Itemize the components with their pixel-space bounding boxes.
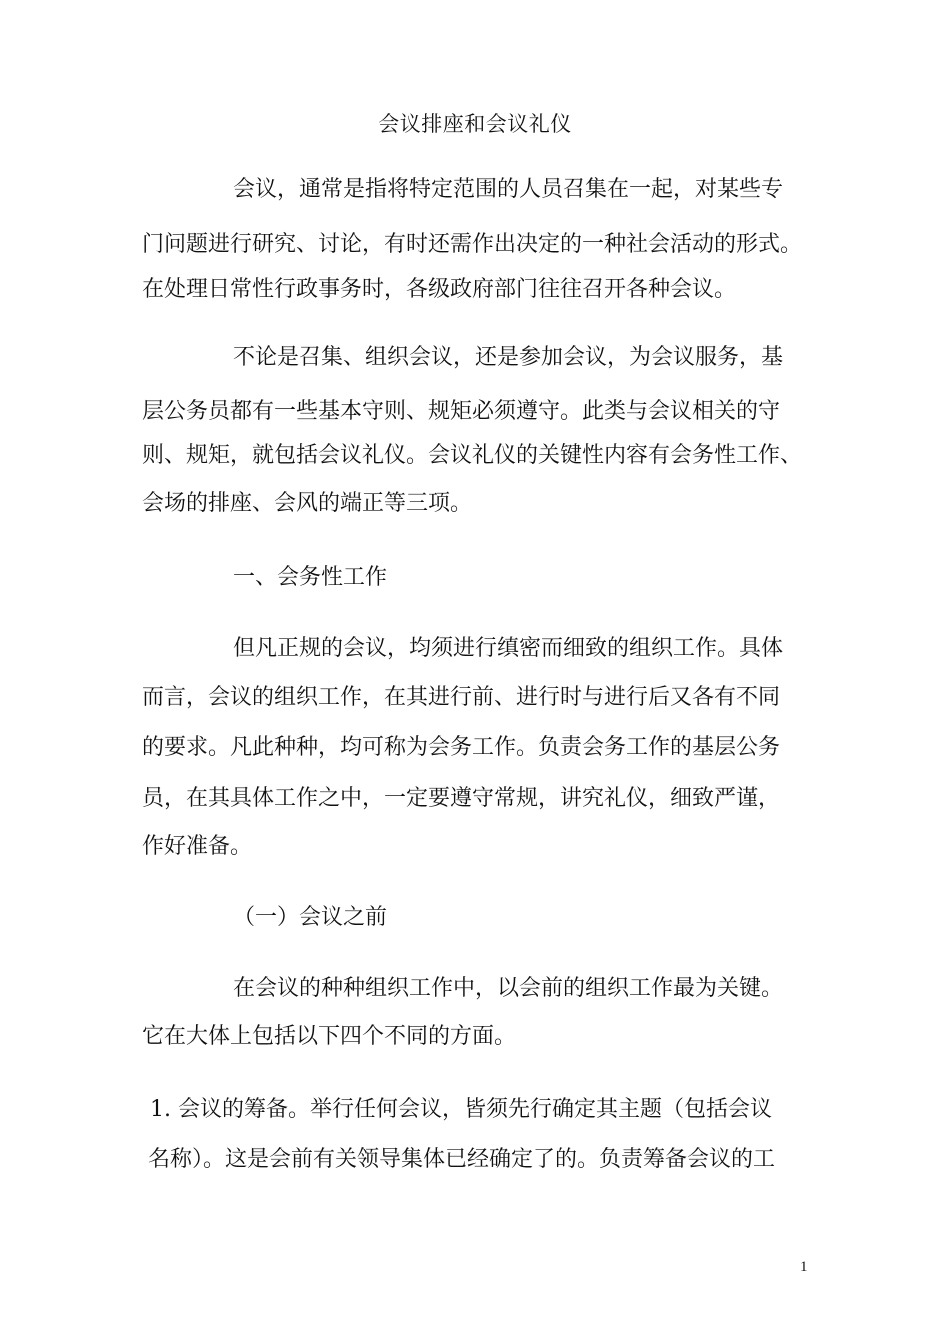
paragraph-line: 会议，通常是指将特定范围的人员召集在一起，对某些专 (233, 177, 784, 202)
paragraph-line: 门问题进行研究、讨论，有时还需作出决定的一种社会活动的形式。 (142, 232, 803, 257)
numbered-paragraph-line: 名称）。这是会前有关领导集体已经确定了的。负责筹备会议的工 (148, 1147, 776, 1172)
paragraph-line: 会场的排座、会风的端正等三项。 (142, 491, 473, 516)
paragraph-line: 的要求。凡此种种，均可称为会务工作。负责会务工作的基层公务 (142, 735, 781, 760)
document-title: 会议排座和会议礼仪 (378, 112, 572, 136)
subsection-heading: （一）会议之前 (233, 905, 388, 930)
paragraph-line: 在处理日常性行政事务时，各级政府部门往往召开各种会议。 (142, 277, 737, 302)
paragraph-line: 但凡正规的会议，均须进行缜密而细致的组织工作。具体 (233, 636, 784, 661)
paragraph-line: 则、规矩，就包括会议礼仪。会议礼仪的关键性内容有会务性工作、 (142, 443, 803, 468)
paragraph-line: 而言，会议的组织工作，在其进行前、进行时与进行后又各有不同 (142, 685, 781, 710)
paragraph-line: 作好准备。 (142, 834, 253, 859)
paragraph-line: 不论是召集、组织会议，还是参加会议，为会议服务，基 (233, 345, 784, 370)
numbered-paragraph-line: 1. 会议的筹备。举行任何会议，皆须先行确定其主题（包括会议 (150, 1097, 772, 1122)
paragraph-line: 在会议的种种组织工作中，以会前的组织工作最为关键。 (233, 976, 784, 1001)
paragraph-line: 它在大体上包括以下四个不同的方面。 (142, 1024, 517, 1049)
page-number: 1 (800, 1259, 808, 1275)
section-heading: 一、会务性工作 (233, 565, 388, 590)
paragraph-line: 员，在其具体工作之中，一定要遵守常规，讲究礼仪，细致严谨， (142, 786, 781, 811)
paragraph-line: 层公务员都有一些基本守则、规矩必须遵守。此类与会议相关的守 (142, 399, 781, 424)
